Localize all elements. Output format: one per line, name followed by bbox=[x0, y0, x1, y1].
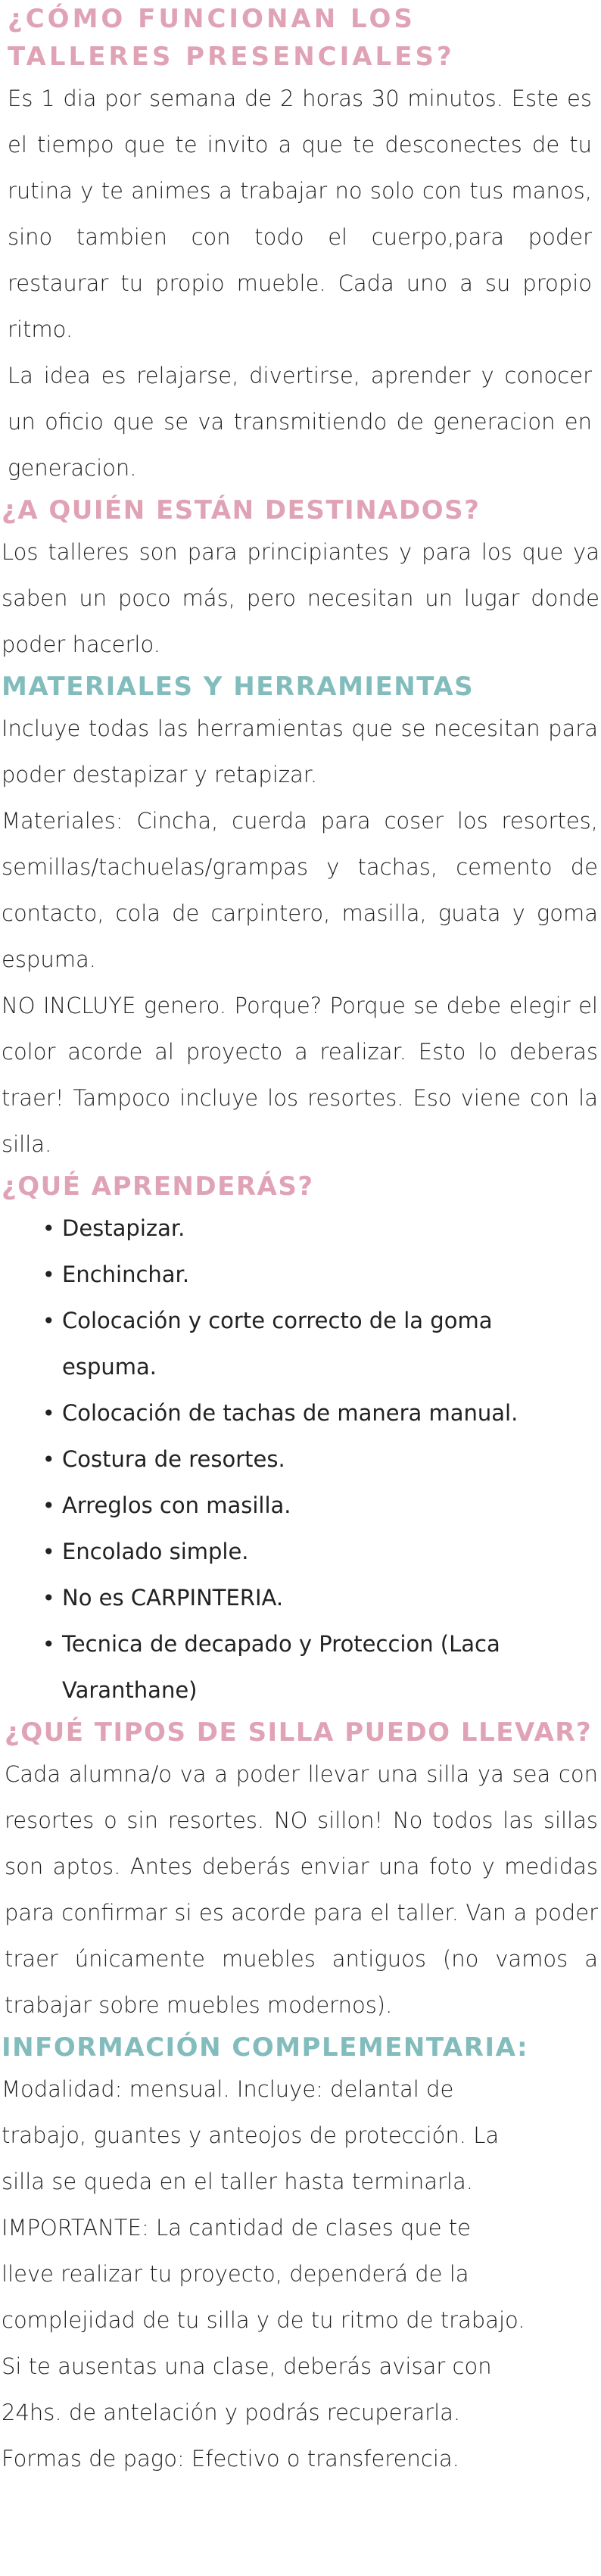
info-line: Si te ausentas una clase, deberás avisar con bbox=[2, 2353, 492, 2379]
heading-aprenderas: ¿QUÉ APRENDERÁS? bbox=[2, 1171, 314, 1202]
section-materiales bbox=[0, 668, 601, 1168]
info-line: trabajo, guantes y anteojos de protección. La bbox=[2, 2122, 500, 2148]
list-item: • Enchinchar. bbox=[62, 1252, 598, 1298]
paragraph-idea: La idea es relajarse, divertirse, aprender y conocer un oficio que se va transmitiendo de generacion en generacion. bbox=[8, 363, 592, 481]
list-item: • Costura de resortes. bbox=[62, 1436, 598, 1483]
list-item: • Encolado simple. bbox=[62, 1529, 598, 1575]
paragraph-destinados: Los talleres son para principiantes y para los que ya saben un poco más, pero necesitan un lugar donde poder hacerlo. bbox=[2, 539, 599, 657]
list-item: • Destapizar. bbox=[62, 1205, 598, 1252]
list-item: • Colocación de tachas de manera manual. bbox=[62, 1390, 598, 1436]
section-info-complementaria bbox=[0, 2029, 601, 2482]
info-line: silla se queda en el taller hasta terminarla. bbox=[2, 2169, 473, 2194]
info-line: IMPORTANTE: La cantidad de clases que te bbox=[2, 2215, 472, 2241]
list-item: • Arreglos con masilla. bbox=[62, 1483, 598, 1529]
heading-info-complementaria: INFORMACIÓN COMPLEMENTARIA: bbox=[2, 2032, 529, 2063]
heading-tipos-silla: ¿QUÉ TIPOS DE SILLA PUEDO LLEVAR? bbox=[5, 1717, 593, 1748]
heading-como-funcionan: ¿CÓMO FUNCIONAN LOS TALLERES PRESENCIALES? bbox=[8, 4, 455, 72]
paragraph-herramientas: Incluye todas las herramientas que se necesitan para poder destapizar y retapizar. bbox=[2, 716, 598, 787]
paragraph-tipos-silla: Cada alumna/o va a poder llevar una silla ya sea con resortes o sin resortes. NO sillon! No todos las sillas son aptos. Antes deberás enviar una foto y medidas para confirmar si es acorde para el taller. Van a poder traer únicamente muebles antiguos (no vamos a trabajar sobre muebles modernos). bbox=[5, 1761, 598, 2018]
list-item: • No es CARPINTERIA. bbox=[62, 1575, 598, 1621]
paragraph-no-incluye: NO INCLUYE genero. Porque? Porque se debe elegir el color acorde al proyecto a realizar. Esto lo deberas traer! Tampoco incluye los resortes. Eso viene con la silla. bbox=[2, 993, 598, 1157]
info-line: Modalidad: mensual. Incluye: delantal de bbox=[2, 2076, 454, 2102]
learning-list bbox=[2, 1205, 598, 1714]
heading-materiales: MATERIALES Y HERRAMIENTAS bbox=[2, 672, 475, 702]
info-line: complejidad de tu silla y de tu ritmo de trabajo. bbox=[2, 2307, 525, 2333]
info-line: Formas de pago: Efectivo o transferencia. bbox=[2, 2446, 459, 2472]
section-tipos-silla bbox=[0, 1714, 601, 2029]
paragraph-horario: Es 1 dia por semana de 2 horas 30 minutos. Este es el tiempo que te invito a que te desconectes de tu rutina y te animes a trabajar no solo con tus manos, sino tambien con todo el cuerpo,para poder restaurar tu propio mueble. Cada uno a su propio ritmo. bbox=[8, 86, 592, 342]
section-destinados bbox=[0, 491, 601, 668]
paragraph-materiales: Materiales: Cincha, cuerda para coser los resortes, semillas/tachuelas/grampas y tachas, cemento de contacto, cola de carpintero, masilla, guata y goma espuma. bbox=[2, 808, 598, 972]
list-item: • Colocación y corte correcto de la goma espuma. bbox=[62, 1298, 598, 1390]
heading-destinados: ¿A QUIÉN ESTÁN DESTINADOS? bbox=[2, 495, 481, 525]
list-item: • Tecnica de decapado y Proteccion (Laca Varanthane) bbox=[62, 1621, 598, 1714]
section-aprenderas bbox=[0, 1168, 601, 1714]
section-como-funcionan bbox=[0, 0, 601, 491]
info-line: 24hs. de antelación y podrás recuperarla. bbox=[2, 2400, 461, 2425]
info-line: lleve realizar tu proyecto, dependerá de la bbox=[2, 2261, 469, 2287]
